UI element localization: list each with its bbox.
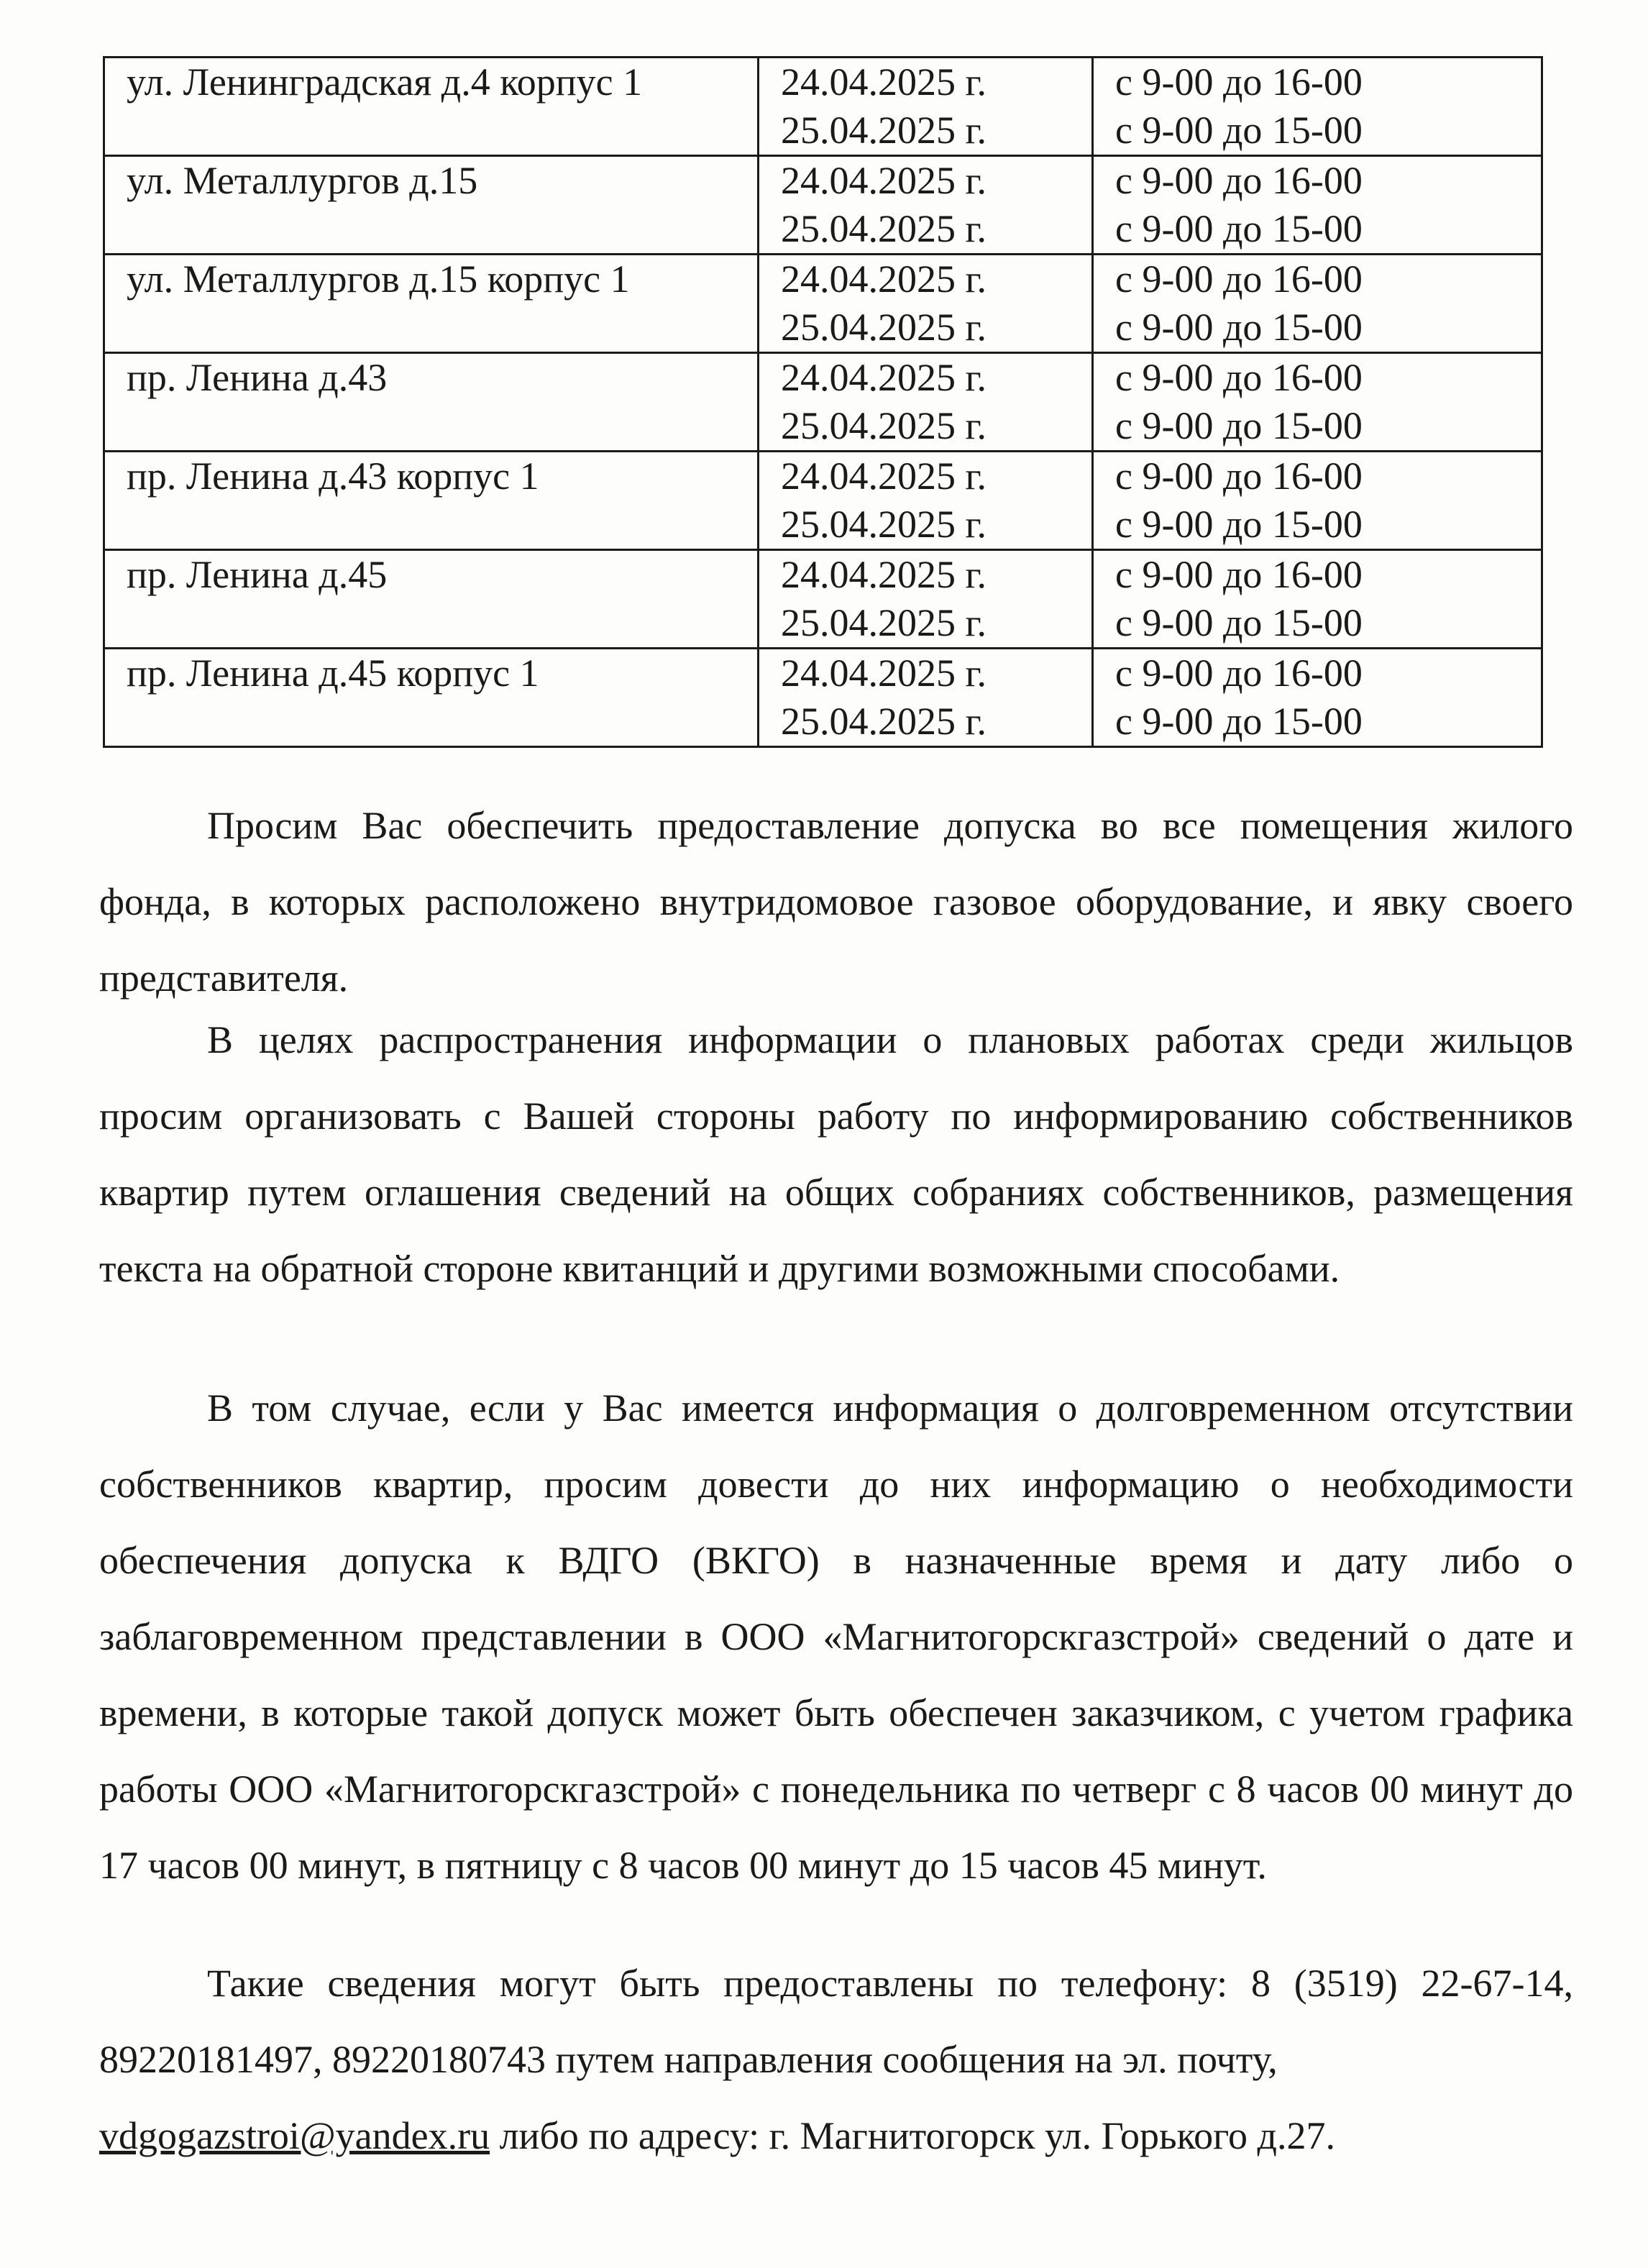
times-cell (1093, 550, 1542, 649)
date-value: 25.04.2025 г. (781, 700, 987, 743)
time-value: с 9-00 до 16-00 (1115, 356, 1363, 399)
time-value: с 9-00 до 16-00 (1115, 454, 1363, 498)
dates-cell (759, 58, 1093, 156)
date-value: 25.04.2025 г. (781, 306, 987, 349)
times-cell (1093, 649, 1542, 747)
date-value: 25.04.2025 г. (781, 207, 987, 250)
paragraph-access-request: Просим Вас обеспечить предоставление допуска во все помещения жилого фонда, в которых расположено внутридомовое газовое оборудование, и явку своего представителя. (99, 804, 1573, 1000)
dates-cell (759, 156, 1093, 255)
dates-cell (759, 649, 1093, 747)
date-value: 25.04.2025 г. (781, 109, 987, 152)
address-cell: пр. Ленина д.45 корпус 1 (104, 649, 759, 747)
address-cell: пр. Ленина д.43 корпус 1 (104, 452, 759, 550)
time-value: с 9-00 до 15-00 (1115, 404, 1363, 447)
time-value: с 9-00 до 16-00 (1115, 60, 1363, 104)
dates-cell (759, 353, 1093, 452)
schedule-table-body (104, 58, 1542, 747)
time-value: с 9-00 до 15-00 (1115, 306, 1363, 349)
email-link[interactable]: vdgogazstroi@yandex.ru (99, 2114, 490, 2157)
time-value: с 9-00 до 15-00 (1115, 207, 1363, 250)
date-value: 25.04.2025 г. (781, 601, 987, 644)
schedule-table (103, 56, 1543, 748)
time-value: с 9-00 до 16-00 (1115, 257, 1363, 301)
time-value: с 9-00 до 15-00 (1115, 700, 1363, 743)
times-cell (1093, 353, 1542, 452)
date-value: 24.04.2025 г. (781, 60, 987, 104)
date-value: 24.04.2025 г. (781, 257, 987, 301)
times-cell (1093, 156, 1542, 255)
address-cell: ул. Металлургов д.15 (104, 156, 759, 255)
date-value: 25.04.2025 г. (781, 404, 987, 447)
table-row (104, 550, 1542, 649)
table-row (104, 353, 1542, 452)
paragraph-absent-owners: В том случае, если у Вас имеется информация о долговременном отсутствии собственников квартир, просим довести до них информацию о необходимости обеспечения допуска к ВДГО (ВКГО) в назначенные время и дату либо о заблаговременном представлении в ООО «Магнитогорскгазстрой» сведений о дате и времени, в которые такой допуск может быть обеспечен заказчиком, с учетом графика работы ООО «Магнитогорскгазстрой» с понедельника по четверг с 8 часов 00 минут до 17 часов 00 минут, в пятницу с 8 часов 00 минут до 15 часов 45 минут. (99, 1386, 1573, 1887)
contacts-text: Такие сведения могут быть предоставлены по телефону: 8 (3519) 22-67-14, 89220181497, 89220180743 путем направления сообщения на эл. почту, (99, 1962, 1573, 2081)
address-cell: ул. Ленинградская д.4 корпус 1 (104, 58, 759, 156)
date-value: 24.04.2025 г. (781, 159, 987, 202)
time-value: с 9-00 до 15-00 (1115, 601, 1363, 644)
table-row (104, 156, 1542, 255)
paragraph-information-spread: В целях распространения информации о плановых работах среди жильцов просим организовать с Вашей стороны работу по информированию собственников квартир путем оглашения сведений на общих собраниях собственников, размещения текста на обратной стороне квитанций и другими возможными способами. (99, 1018, 1573, 1290)
date-value: 25.04.2025 г. (781, 503, 987, 546)
dates-cell (759, 452, 1093, 550)
table-row (104, 255, 1542, 353)
time-value: с 9-00 до 16-00 (1115, 159, 1363, 202)
date-value: 24.04.2025 г. (781, 651, 987, 695)
address-text: либо по адресу: г. Магнитогорск ул. Горького д.27. (499, 2114, 1335, 2157)
address-cell: ул. Металлургов д.15 корпус 1 (104, 255, 759, 353)
time-value: с 9-00 до 16-00 (1115, 651, 1363, 695)
time-value: с 9-00 до 15-00 (1115, 109, 1363, 152)
time-value: с 9-00 до 16-00 (1115, 553, 1363, 596)
address-cell: пр. Ленина д.43 (104, 353, 759, 452)
times-cell (1093, 58, 1542, 156)
table-row (104, 649, 1542, 747)
dates-cell (759, 550, 1093, 649)
date-value: 24.04.2025 г. (781, 454, 987, 498)
table-row (104, 58, 1542, 156)
times-cell (1093, 452, 1542, 550)
paragraph-contacts (99, 1945, 1573, 2174)
date-value: 24.04.2025 г. (781, 553, 987, 596)
table-row (104, 452, 1542, 550)
dates-cell (759, 255, 1093, 353)
times-cell (1093, 255, 1542, 353)
address-cell: пр. Ленина д.45 (104, 550, 759, 649)
date-value: 24.04.2025 г. (781, 356, 987, 399)
time-value: с 9-00 до 15-00 (1115, 503, 1363, 546)
